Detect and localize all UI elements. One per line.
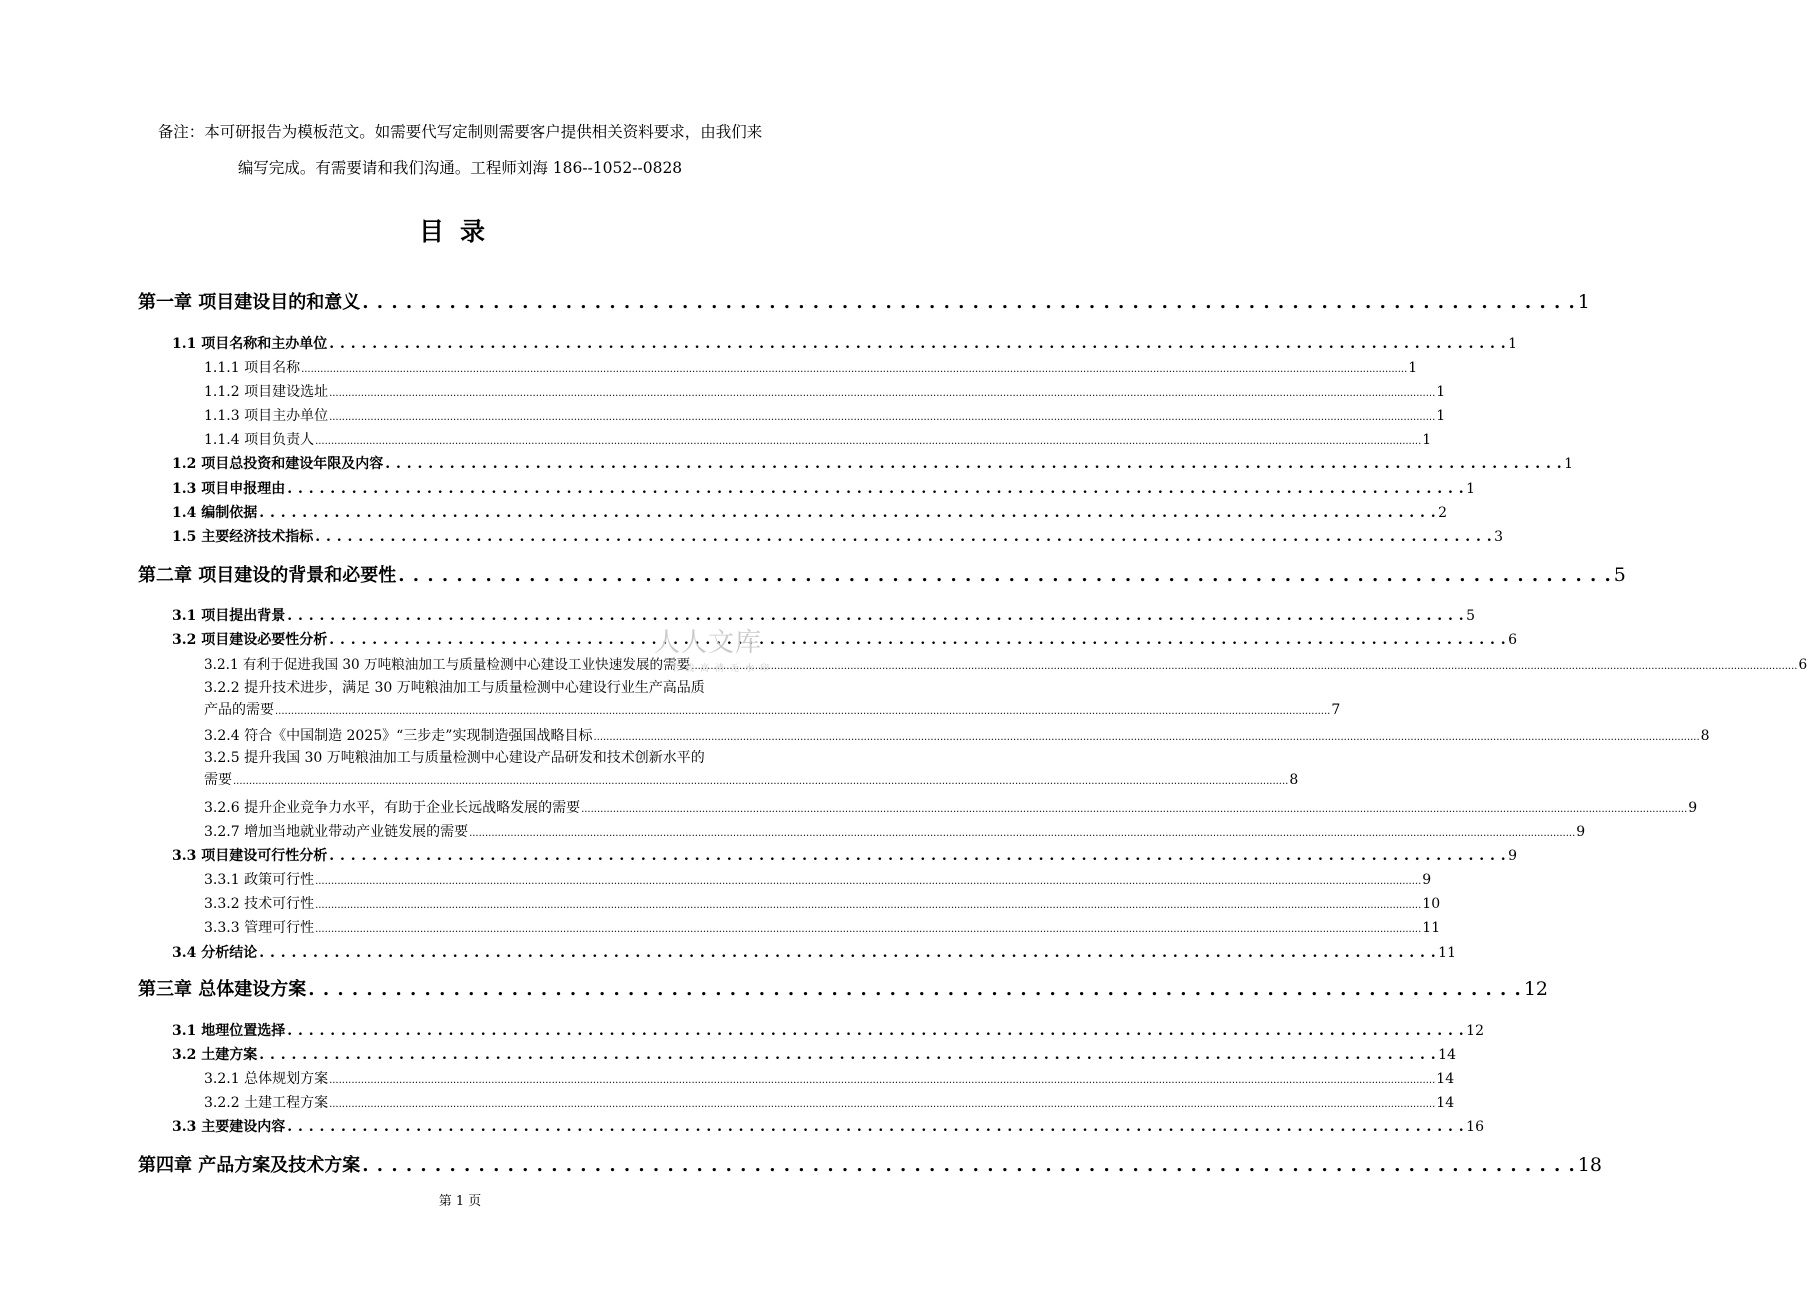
note-line-1: 备注：本可研报告为模板范文。如需要代写定制则需要客户提供相关资料要求，由我们来: [157, 123, 763, 141]
toc-subsection-1-1-3[interactable]: [204, 405, 1446, 425]
subsection-title: 1.1.3 项目主办单位: [204, 408, 329, 424]
leader-dots: [329, 848, 1506, 864]
page-number: 8: [1700, 728, 1710, 744]
subsection-title-cont: 需要: [204, 772, 232, 788]
toc-section-3-3[interactable]: [172, 845, 1518, 865]
section-title: 3.1 地理位置选择: [172, 1023, 286, 1039]
leader-dots: [398, 565, 1612, 586]
subsection-title: 3.2.1 总体规划方案: [204, 1071, 329, 1087]
leader-dots: ............................................................................................................................................................................................................................................................................................................................................: [233, 776, 1289, 787]
page-number: 1: [1577, 291, 1590, 313]
page-number: 14: [1436, 1095, 1455, 1111]
page-number: 1: [1466, 481, 1476, 497]
subsection-title: 3.2.5 提升我国 30 万吨粮油加工与质量检测中心建设产品研发和技术创新水平的: [204, 750, 705, 766]
toc-subsection-3-2-2-b[interactable]: [204, 1092, 1455, 1112]
toc-section-3-4[interactable]: [172, 942, 1456, 962]
page-number: 7: [1331, 702, 1341, 718]
subsection-title: 3.2.6 提升企业竞争力水平，有助于企业长远战略发展的需要: [204, 800, 581, 816]
subsection-title-cont: 产品的需要: [204, 702, 274, 718]
leader-dots: [259, 505, 1436, 521]
note-line-2: 编写完成。有需要请和我们沟通。工程师刘海 186--1052--0828: [237, 159, 683, 177]
toc-subsection-1-1-1[interactable]: [204, 357, 1418, 377]
leader-dots: [329, 632, 1506, 648]
leader-dots: [362, 292, 1576, 313]
toc-subsection-1-1-2[interactable]: [204, 381, 1446, 401]
leader-dots: [287, 1023, 1464, 1039]
leader-dots: [469, 828, 1575, 839]
subsection-title: 1.1.1 项目名称: [204, 360, 301, 376]
leader-dots: [287, 481, 1464, 497]
section-title: 1.3 项目申报理由: [172, 481, 286, 497]
page-number: 6: [1798, 657, 1807, 673]
page-number: 1: [1408, 360, 1418, 376]
page-number: 9: [1508, 848, 1518, 864]
section-title: 1.2 项目总投资和建设年限及内容: [172, 456, 384, 472]
page-number: 6: [1508, 632, 1518, 648]
leader-dots: [259, 945, 1436, 961]
chapter-title: 第二章 项目建设的背景和必要性: [138, 565, 397, 586]
toc-subsection-3-3-2[interactable]: [204, 893, 1441, 913]
leader-dots: [315, 436, 1421, 447]
page-number: 1: [1508, 336, 1518, 352]
toc-subsection-3-2-4[interactable]: [204, 725, 1710, 745]
leader-dots: [287, 608, 1464, 624]
toc-subsection-3-2-5[interactable]: [204, 747, 1299, 793]
page-number: 1: [1436, 384, 1446, 400]
leader-dots: [329, 388, 1435, 399]
leader-dots: [385, 456, 1562, 472]
page-number: 1: [1422, 432, 1432, 448]
subsection-title: 3.2.7 增加当地就业带动产业链发展的需要: [204, 824, 469, 840]
page-number: 14: [1438, 1047, 1456, 1063]
toc-subsection-3-2-7[interactable]: [204, 821, 1586, 841]
toc-section-1-2[interactable]: [172, 453, 1574, 473]
leader-dots: [287, 1119, 1464, 1135]
chapter-title: 第三章 总体建设方案: [138, 979, 307, 1000]
page-number: 12: [1523, 978, 1548, 1000]
page-number: 3: [1494, 529, 1504, 545]
section-title: 1.5 主要经济技术指标: [172, 529, 314, 545]
page-number: 1: [1436, 408, 1446, 424]
subsection-title: 3.2.2 土建工程方案: [204, 1095, 329, 1111]
page-number: 14: [1436, 1071, 1455, 1087]
page-footer: 第 1 页: [438, 1194, 482, 1209]
leader-dots: [691, 661, 1797, 672]
leader-dots: [315, 924, 1421, 935]
leader-dots: [315, 529, 1492, 545]
page-number: 5: [1613, 564, 1626, 586]
leader-dots: ............................................................................................................................................................................................................................................................................................................................................: [275, 706, 1331, 717]
page-number: 18: [1577, 1154, 1602, 1176]
toc-subsection-3-3-1[interactable]: [204, 869, 1432, 889]
section-title: 1.1 项目名称和主办单位: [172, 336, 328, 352]
page-number: 9: [1422, 872, 1432, 888]
leader-dots: [581, 804, 1687, 815]
chapter-title: 第四章 产品方案及技术方案: [138, 1155, 361, 1176]
leader-dots: [259, 1047, 1436, 1063]
toc-subsection-3-3-3[interactable]: [204, 917, 1441, 937]
toc-subsection-1-1-4[interactable]: [204, 429, 1432, 449]
leader-dots: [315, 876, 1421, 887]
toc-subsection-3-2-1-b[interactable]: [204, 1068, 1455, 1088]
section-title: 3.4 分析结论: [172, 945, 258, 961]
page-number: 2: [1438, 505, 1448, 521]
subsection-title: 3.3.3 管理可行性: [204, 920, 315, 936]
section-title: 3.1 项目提出背景: [172, 608, 286, 624]
toc-section-1-5[interactable]: [172, 526, 1504, 546]
toc-section-3-1-b[interactable]: [172, 1020, 1484, 1040]
page-number: 11: [1422, 920, 1441, 936]
page-number: 11: [1438, 945, 1456, 961]
watermark-main: 人人文库: [654, 628, 763, 658]
leader-dots: [362, 1155, 1576, 1176]
toc-chapter-3[interactable]: [138, 975, 1548, 1001]
subsection-title: 1.1.4 项目负责人: [204, 432, 315, 448]
section-title: 1.4 编制依据: [172, 505, 258, 521]
subsection-title: 3.2.2 提升技术进步，满足 30 万吨粮油加工与质量检测中心建设行业生产高品质: [204, 680, 705, 696]
leader-dots: [315, 900, 1421, 911]
leader-dots: [308, 979, 1522, 1000]
toc-chapter-1[interactable]: [138, 288, 1590, 314]
leader-dots: [593, 732, 1699, 743]
section-title: 3.3 主要建设内容: [172, 1119, 286, 1135]
watermark: [654, 622, 775, 674]
toc-subsection-3-2-2[interactable]: [204, 677, 1341, 723]
toc-title: 目录: [418, 217, 501, 246]
leader-dots: [329, 1099, 1435, 1110]
toc-section-1-3[interactable]: [172, 478, 1476, 498]
toc-chapter-2[interactable]: [138, 561, 1626, 587]
subsection-title: 3.3.1 政策可行性: [204, 872, 315, 888]
toc-section-3-2-b[interactable]: [172, 1044, 1456, 1064]
page-number: 12: [1466, 1023, 1484, 1039]
watermark-sub: 下载高清无水印: [670, 664, 776, 674]
page-number: 5: [1466, 608, 1476, 624]
subsection-title: 3.3.2 技术可行性: [204, 896, 315, 912]
page-number: 16: [1466, 1119, 1484, 1135]
leader-dots: [329, 412, 1435, 423]
leader-dots: [301, 364, 1407, 375]
page-number: 9: [1576, 824, 1586, 840]
section-title: 3.2 土建方案: [172, 1047, 258, 1063]
page-number: 9: [1688, 800, 1698, 816]
section-title: 3.2 项目建设必要性分析: [172, 632, 328, 648]
chapter-title: 第一章 项目建设目的和意义: [138, 292, 361, 313]
toc-subsection-3-2-6[interactable]: [204, 797, 1698, 817]
toc-section-1-1[interactable]: [172, 333, 1518, 353]
page-number: 8: [1289, 772, 1299, 788]
subsection-title: 3.2.1 有利于促进我国 30 万吨粮油加工与质量检测中心建设工业快速发展的需要: [204, 657, 691, 673]
page-number: 1: [1564, 456, 1574, 472]
toc-section-1-4[interactable]: [172, 502, 1448, 522]
toc-chapter-4[interactable]: [138, 1151, 1602, 1177]
page-number: 10: [1422, 896, 1441, 912]
toc-section-3-3-b[interactable]: [172, 1116, 1484, 1136]
subsection-title: 1.1.2 项目建设选址: [204, 384, 329, 400]
leader-dots: [329, 1075, 1435, 1086]
leader-dots: [329, 336, 1506, 352]
section-title: 3.3 项目建设可行性分析: [172, 848, 328, 864]
subsection-title: 3.2.4 符合《中国制造 2025》“三步走”实现制造强国战略目标: [204, 728, 593, 744]
